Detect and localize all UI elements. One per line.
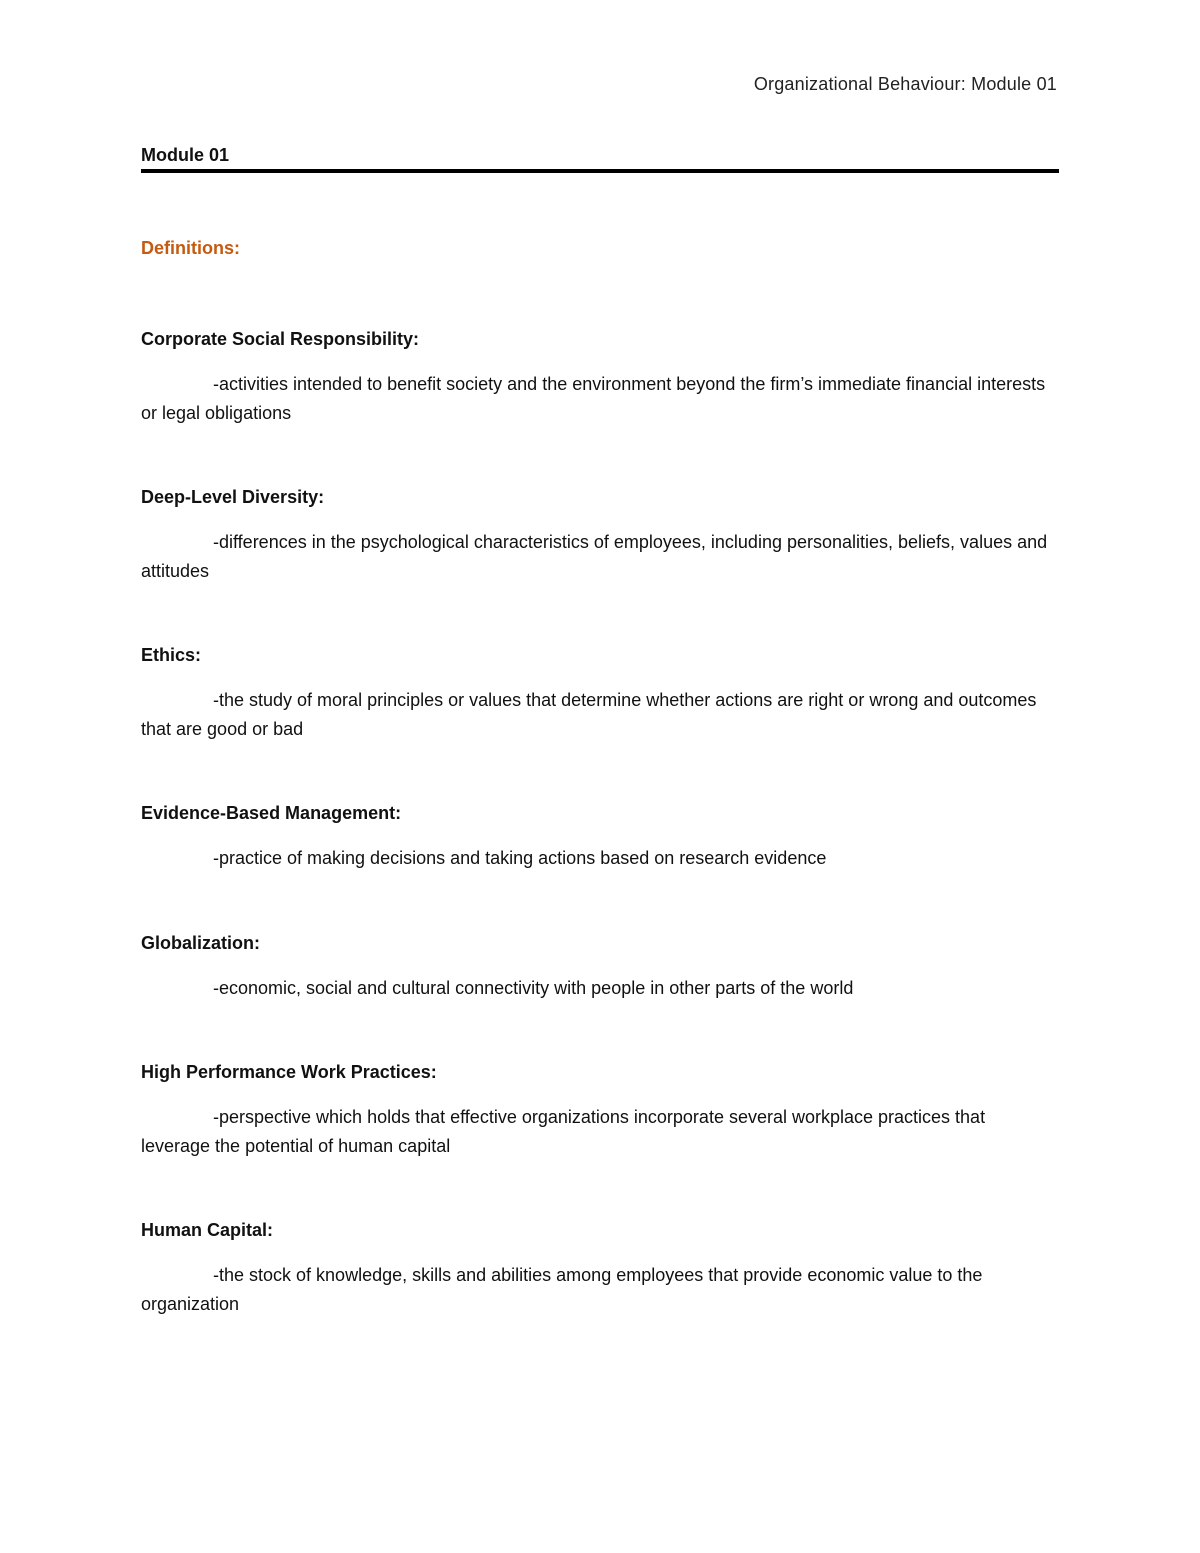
definition-term: Human Capital: [141,1220,274,1240]
definition-item [141,325,1059,427]
definition-description: -differences in the psychological characteristics of employees, including personalities, beliefs, values and attitudes [141,532,1048,581]
definition-description: -the stock of knowledge, skills and abilities among employees that provide economic value to the organization [141,1265,983,1314]
definition-description: -economic, social and cultural connectivity with people in other parts of the world [213,977,854,998]
definition-item [141,799,1059,873]
definition-item [141,641,1059,743]
running-header: Organizational Behaviour: Module 01 [753,74,1057,94]
definition-description: -the study of moral principles or values that determine whether actions are right or wrong and outcomes that are good or bad [141,690,1037,739]
definition-item [141,1058,1059,1160]
definition-description: -perspective which holds that effective organizations incorporate several workplace practices that leverage the potential of human capital [141,1107,986,1156]
definition-description: -activities intended to benefit society and the environment beyond the firm’s immediate financial interests or legal obligations [141,374,1046,423]
definition-item [141,1216,1059,1318]
section-heading: Definitions: [141,238,240,258]
definition-item [141,483,1059,585]
definition-term: Evidence-Based Management: [141,803,402,823]
definition-term: High Performance Work Practices: [141,1062,437,1082]
title-rule [141,169,1059,173]
definitions-list [141,325,1059,1374]
definition-term: Deep-Level Diversity: [141,487,325,507]
definition-term: Globalization: [141,932,260,953]
definition-description: -practice of making decisions and taking actions based on research evidence [213,848,827,868]
definition-item [141,929,1059,1003]
module-title: Module 01 [141,145,230,165]
definition-term: Ethics: [141,645,202,665]
definition-term: Corporate Social Responsibility: [141,329,420,349]
